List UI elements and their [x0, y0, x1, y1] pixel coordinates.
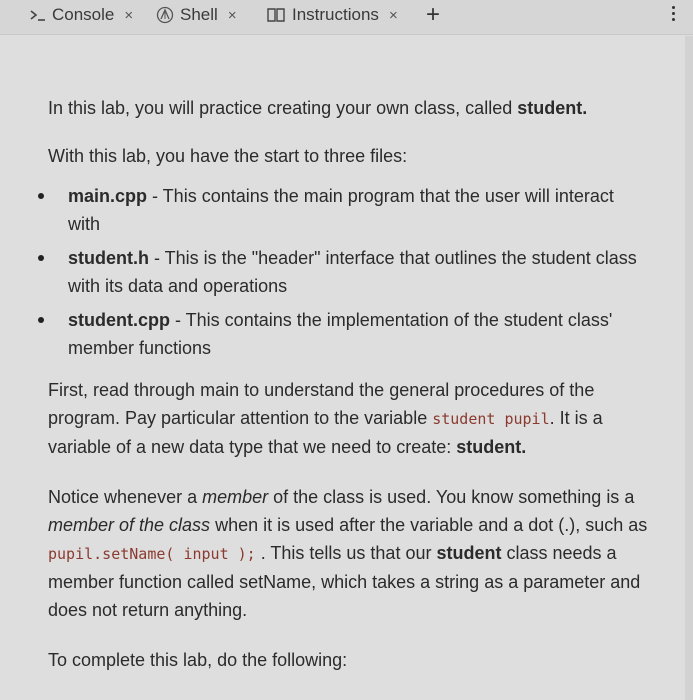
- close-icon[interactable]: ×: [227, 6, 237, 24]
- tab-instructions[interactable]: [266, 4, 398, 26]
- scrollbar[interactable]: [685, 36, 693, 700]
- tab-bar: [0, 0, 693, 35]
- list-item: main.cpp - This contains the main program that the user will interact with: [48, 182, 648, 238]
- close-icon[interactable]: ×: [388, 6, 398, 24]
- file-list: [48, 182, 648, 362]
- tab-shell-label: Shell: [180, 5, 218, 24]
- tab-console-label: Console: [52, 5, 115, 24]
- more-options-icon[interactable]: [670, 6, 678, 24]
- tab-instructions-label: Instructions: [292, 5, 379, 24]
- instructions-content: [48, 94, 648, 674]
- close-icon[interactable]: ×: [124, 6, 134, 24]
- main-overview-paragraph: First, read through main to understand the general procedures of the program. Pay particular attention to the variable student pupil. It is a variable of a new data type that we need to create: student.: [48, 380, 603, 457]
- shell-icon: [156, 6, 174, 24]
- member-paragraph: Notice whenever a member of the class is used. You know something is a member of the class when it is used after the variable and a dot (.), such as pupil.setName( input ); . This tells us that our student class needs a member function called setName, which takes a string as a parameter and does not return anything.: [48, 487, 648, 620]
- files-intro: With this lab, you have the start to three files:: [48, 146, 408, 166]
- tab-console[interactable]: [30, 4, 133, 26]
- new-tab-button[interactable]: +: [426, 1, 441, 28]
- list-item: student.cpp - This contains the implementation of the student class' member functions: [48, 306, 648, 362]
- book-icon: [266, 7, 286, 23]
- intro-paragraph: In this lab, you will practice creating your own class, called student.: [48, 98, 588, 118]
- list-item: student.h - This is the "header" interface that outlines the student class with its data and operations: [48, 244, 648, 300]
- terminal-prompt-icon: [30, 8, 46, 22]
- steps-heading: To complete this lab, do the following:: [48, 650, 348, 670]
- tab-shell[interactable]: [156, 4, 237, 26]
